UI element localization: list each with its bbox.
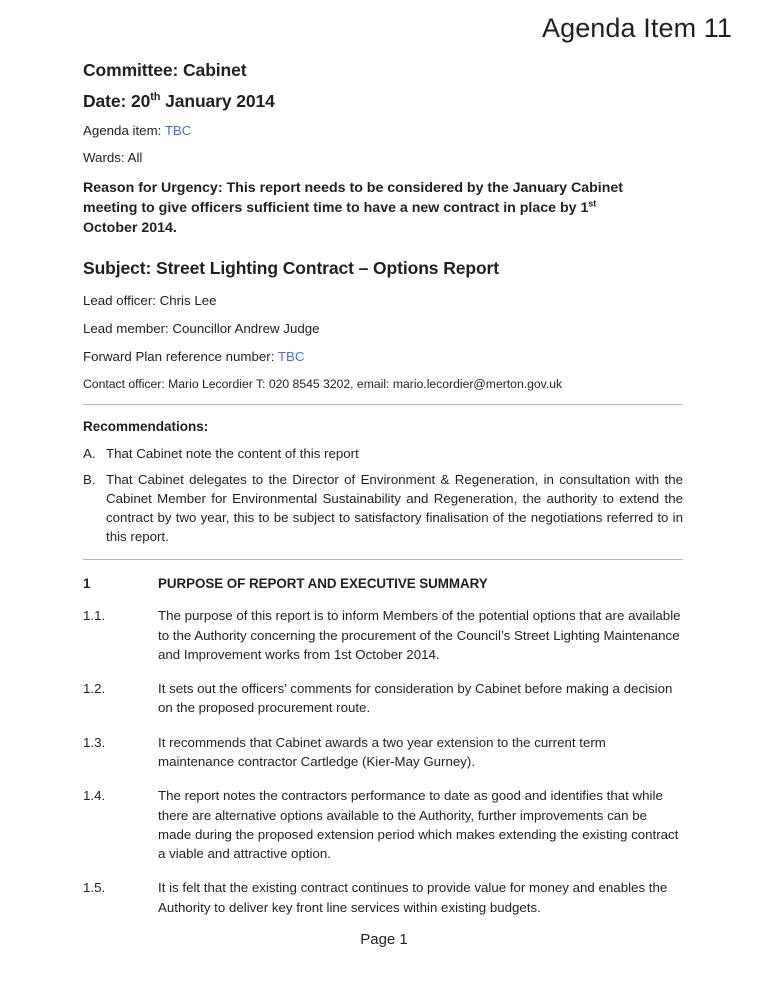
paragraph-text: It sets out the officers’ comments for consideration by Cabinet before making a decision on the proposed procurement route. (158, 681, 673, 716)
recommendation-item-a (83, 445, 683, 464)
recommendation-text: That Cabinet note the content of this report (106, 446, 359, 462)
paragraph-text: The purpose of this report is to inform Members of the potential options that are available to the Authority concerning the procurement of the Council’s Street Lighting Maintenance and Improvement works from 1st October 2014. (158, 608, 681, 662)
section-heading-row (83, 576, 683, 591)
paragraph-text: The report notes the contractors performance to date as good and identifies that while there are alternative options available to the Authority, further improvements can be made during the proposed extension period which makes extending the existing contract a viable and attractive option. (158, 788, 679, 862)
lead-member-line: Lead member: Councillor Andrew Judge (83, 321, 320, 337)
agenda-item-header: Agenda Item 11 (541, 13, 732, 43)
forward-plan-line (83, 350, 683, 364)
divider-above-recommendations (83, 404, 683, 405)
paragraph-text: It recommends that Cabinet awards a two year extension to the current term maintenance contractor Cartledge (Kier-May Gurney). (158, 734, 606, 770)
reason-for-urgency (83, 178, 643, 238)
forward-plan-value: TBC (277, 349, 305, 365)
agenda-item-value: TBC (164, 123, 192, 138)
paragraph-number: 1.5. (83, 880, 106, 896)
document-body (83, 62, 683, 917)
urgency-ordinal-suffix: st (588, 198, 597, 209)
paragraph-1-4 (83, 786, 683, 863)
recommendation-marker: B. (83, 471, 96, 487)
section-title: PURPOSE OF REPORT AND EXECUTIVE SUMMARY (158, 576, 488, 592)
lead-officer-line: Lead officer: Chris Lee (83, 293, 217, 309)
agenda-item-line (83, 124, 683, 138)
committee-line: Committee: Cabinet (83, 60, 247, 80)
date-ordinal-suffix: th (150, 90, 161, 103)
recommendation-item-b (83, 471, 683, 547)
page-footer: Page 1 (360, 931, 408, 948)
divider-above-section-1 (83, 559, 683, 560)
date-prefix: Date: 20 (83, 90, 151, 111)
paragraph-number: 1.3. (83, 734, 106, 750)
paragraph-text: It is felt that the existing contract continues to provide value for money and enables the Authority to deliver key front line services within existing budgets. (158, 880, 668, 915)
paragraph-number: 1.2. (83, 681, 106, 697)
paragraph-1-2 (83, 679, 683, 718)
forward-plan-label: Forward Plan reference number: (83, 349, 278, 365)
section-number: 1 (83, 576, 91, 592)
paragraph-number: 1.1. (83, 608, 106, 624)
paragraph-number: 1.4. (83, 788, 106, 804)
urgency-text-part-2: October 2014. (83, 220, 177, 237)
paragraph-1-1 (83, 606, 683, 664)
recommendation-text: That Cabinet delegates to the Director of Environment & Regeneration, in consultation with the Cabinet Member for Environmental Sustainability and Regeneration, the authority to extend the contract by two year, this to be subject to satisfactory finalisation of the negotiations referred to in this report. (106, 471, 683, 544)
subject-line: Subject: Street Lighting Contract – Options Report (83, 258, 499, 279)
paragraph-1-5 (83, 878, 683, 917)
date-suffix: January 2014 (160, 90, 275, 111)
wards-line: Wards: All (83, 149, 143, 165)
paragraph-1-3 (83, 733, 683, 772)
recommendation-marker: A. (83, 446, 96, 462)
agenda-item-label: Agenda item: (83, 123, 165, 138)
urgency-text-part-1: Reason for Urgency: This report needs to be considered by the January Cabinet meeting to give officers sufficient time to have a new contract in place by 1 (83, 179, 624, 217)
contact-officer-line: Contact officer: Mario Lecordier T: 020 8545 3202, email: mario.lecordier@merton.gov.uk (83, 377, 563, 392)
date-line (83, 90, 683, 111)
recommendations-heading: Recommendations: (83, 419, 209, 435)
